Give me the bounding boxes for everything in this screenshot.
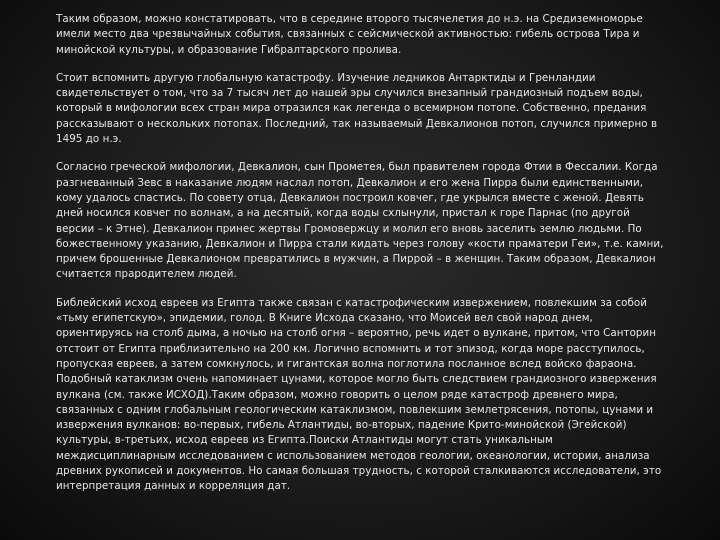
paragraph-2: Стоит вспомнить другую глобальную катастрофу. Изучение ледников Антарктиды и Гренландии свидетельствует о том, что за 7 тысяч лет до нашей эры случился внезапный грандиозный подъем воды, который в мифологии всех стран мира отразился как легенда о всемирном потопе. Собственно, предания рассказывают о нескольких потопах. Последний, так называемый Девкалионов потоп, случился примерно в 1495 до н.э. xyxy=(56,71,658,146)
paragraph-3: Согласно греческой мифологии, Девкалион, сын Прометея, был правителем города Фтии в Фессалии. Когда разгневанный Зевс в наказание людям наслал потоп, Девкалион и его жена Пирра были единственными, кому удалось спастись. По совету отца, Девкалион построил ковчег, где укрылся вместе с женой. Девять дней носился ковчег по волнам, а на десятый, когда воды схлынули, пристал к горе Парнас (по другой версии – к Этне). Девкалион принес жертвы Громовержцу и молил его вновь заселить землю людьми. По божественному указанию, Девкалион и Пирра стали кидать через голову «кости праматери Геи», т.е. камни, причем брошенные Девкалионом превратились в мужчин, а Пиррой – в женщин. Таким образом, Девкалион считается прародителем людей. xyxy=(56,161,664,281)
text-body xyxy=(56,12,666,508)
paragraph-1: Таким образом, можно констатировать, что в середине второго тысячелетия до н.э. на Средиземноморье имели место два чрезвычайных события, связанных с сейсмической активностью: гибель острова Тира и минойской культуры, и образование Гибралтарского пролива. xyxy=(56,13,643,56)
paragraph-4: Библейский исход евреев из Египта также связан с катастрофическим извержением, повлекшим за собой «тьму египетскую», эпидемии, голод. В Книге Исхода сказано, что Моисей вел свой народ днем, ориентируясь на столб дыма, а ночью на столб огня – вероятно, речь идет о вулкане, притом, что Санторин отстоит от Египта приблизительно на 200 км. Логично вспомнить и тот эпизод, когда море расступилось, пропуская евреев, а затем сомкнулось, и гигантская волна поглотила посланное вслед войско фараона. Подобный катаклизм очень напоминает цунами, которое могло быть следствием грандиозного извержения вулкана (см. также ИСХОД).Таким образом, можно говорить о целом ряде катастроф древнего мира, связанных с одним глобальным геологическим катаклизмом, повлекшим землетрясения, потопы, цунами и извержения вулканов: во-первых, гибель Атлантиды, во-вторых, падение Крито-минойской (Эгейской) культуры, в-третьих, исход евреев из Египта.Поиски Атлантиды могут стать уникальным междисциплинарным исследованием с использованием методов геологии, океанологии, истории, анализа древних рукописей и документов. Но самая большая трудность, с которой сталкиваются исследователи, это интерпретация данных и корреляция дат. xyxy=(56,296,662,493)
